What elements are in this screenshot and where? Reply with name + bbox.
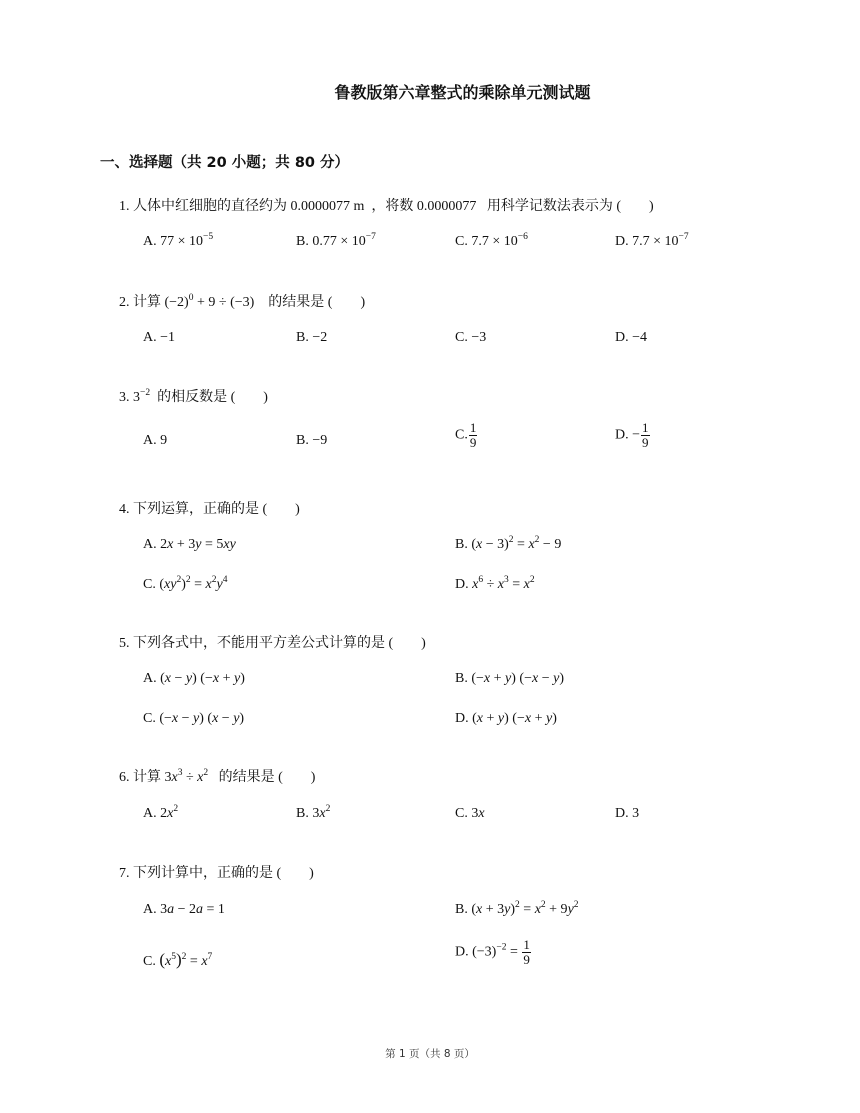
question-7-option-d[interactable]: D. $(-3)^{-2}$ = $\frac{1}{9}$: [455, 937, 530, 967]
question-4-option-b[interactable]: B. $(x - 3)^2 = x^2 - 9$: [455, 535, 562, 552]
question-2-option-d[interactable]: D. −4: [615, 330, 648, 345]
section-heading: 一、选择题（共 20 小题；共 80 分）: [100, 155, 350, 171]
question-2-option-a[interactable]: A. −1: [143, 330, 176, 345]
question-6-stem: 6. 计算 $3x^3 \div x^2$ 的结果是 ( ): [119, 768, 316, 785]
question-2-option-b[interactable]: B. −2: [296, 330, 328, 345]
question-1-option-b[interactable]: B. $0.77 \times 10^{-7}$: [296, 232, 376, 249]
question-4-option-d[interactable]: D. $x^6 \div x^3 = x^2$: [455, 575, 535, 592]
question-5-option-b[interactable]: B. (−x + y) (−x − y): [455, 671, 564, 686]
page-footer: 第 1 页（共 8 页）: [385, 1048, 475, 1060]
question-6-option-a[interactable]: A. $2x^2$: [143, 804, 179, 821]
question-3-option-a[interactable]: A. 9: [143, 433, 168, 448]
question-3-option-b[interactable]: B. −9: [296, 433, 328, 448]
question-1-stem: 1. 人体中红细胞的直径约为 0.0000077 m ，将数 0.0000077 用科学记数法表示为 ( ): [119, 199, 654, 214]
question-5-option-d[interactable]: D. (x + y) (−x + y): [455, 711, 557, 726]
question-1-option-a[interactable]: A. $77 \times 10^{-5}$: [143, 232, 214, 249]
question-1-option-c[interactable]: C. $7.7 \times 10^{-6}$: [455, 232, 528, 249]
question-6-option-d[interactable]: D. 3: [615, 806, 640, 821]
question-1-option-d[interactable]: D. $7.7 \times 10^{-7}$: [615, 232, 689, 249]
question-3-option-c[interactable]: C. $\frac{1}{9}$: [455, 420, 477, 450]
question-7-option-a[interactable]: A. 3a − 2a = 1: [143, 902, 225, 917]
page-title: 鲁教版第六章整式的乘除单元测试题: [334, 83, 591, 102]
question-4-stem: 4. 下列运算，正确的是 ( ): [119, 502, 300, 517]
question-7-option-b[interactable]: B. $(x + 3y)^2 = x^2 + 9y^2$: [455, 900, 579, 917]
question-4-option-c[interactable]: C. $(xy^2)^2 = x^2y^4$: [143, 575, 228, 592]
question-3-stem: 3. $3^{-2}$ 的相反数是 ( ): [119, 388, 268, 405]
question-4-option-a[interactable]: A. 2x + 3y = 5xy: [143, 537, 236, 552]
question-5-stem: 5. 下列各式中，不能用平方差公式计算的是 ( ): [119, 636, 426, 651]
question-2-stem: 2. 计算 $(-2)^0 + 9 \div (-3)$ 的结果是 ( ): [119, 293, 366, 310]
question-2-option-c[interactable]: C. −3: [455, 330, 487, 345]
question-6-option-b[interactable]: B. $3x^2$: [296, 804, 331, 821]
question-3-option-d[interactable]: D. − $\frac{1}{9}$: [615, 420, 649, 450]
question-7-stem: 7. 下列计算中，正确的是 ( ): [119, 866, 314, 881]
question-5-option-a[interactable]: A. (x − y) (−x + y): [143, 671, 245, 686]
question-6-option-c[interactable]: C. 3x: [455, 806, 485, 821]
question-7-option-c[interactable]: C. $(x^5)^2 = x^7$: [143, 950, 213, 969]
question-5-option-c[interactable]: C. (−x − y) (x − y): [143, 711, 245, 726]
